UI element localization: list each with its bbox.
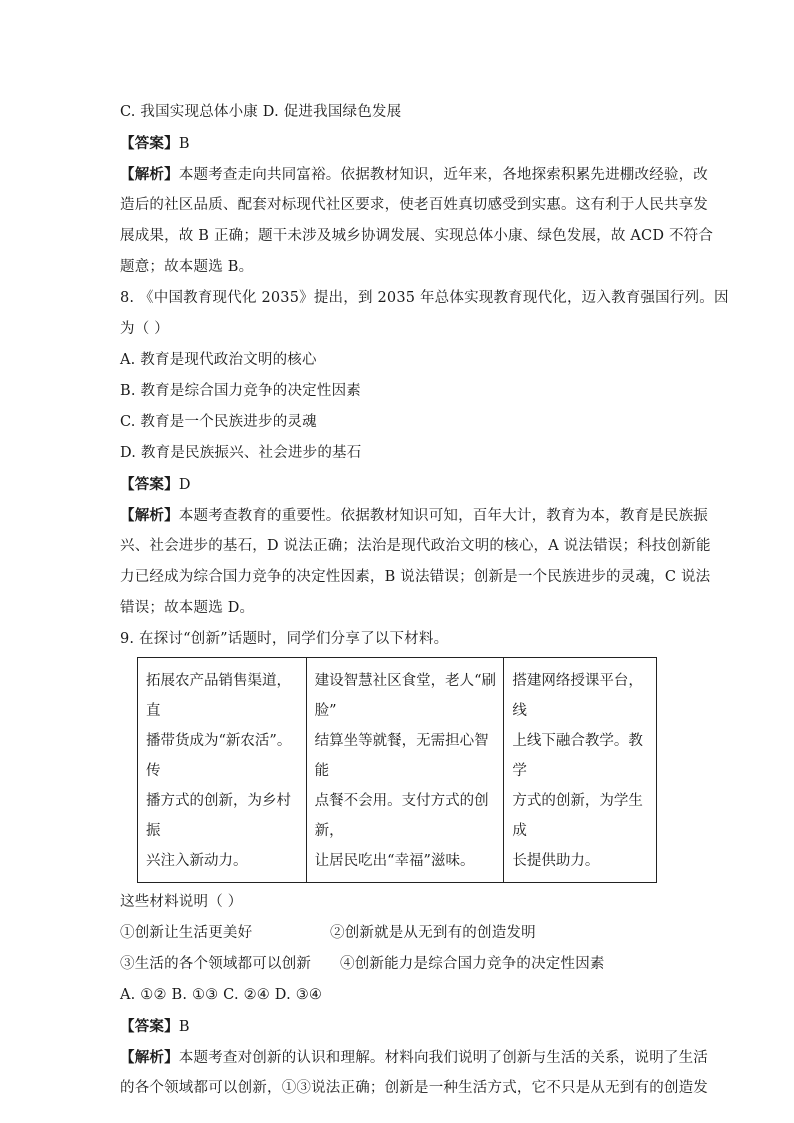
q9-stem: 9. 在探讨“创新”话题时，同学们分享了以下材料。 — [120, 631, 449, 647]
material-cell-rural: 拓展农产品销售渠道，直 播带货成为“新农活”。传 播方式的创新，为乡村振 兴注入新动力。 — [138, 658, 307, 883]
q7-answer — [120, 128, 680, 159]
answer-tag: 【答案】 — [120, 1018, 179, 1035]
q9-statements-row — [120, 949, 680, 980]
q8-analysis-line: 错误；故本题选 D。 — [120, 600, 255, 616]
q7-analysis-line: 题意；故本题选 B。 — [120, 259, 254, 275]
q8-analysis-line: 力已经成为综合国力竞争的决定性因素，B 说法错误；创新是一个民族进步的灵魂，C 说法 — [120, 569, 711, 585]
q7-analysis-line: 展成果，故 B 正确；题干未涉及城乡协调发展、实现总体小康、绿色发展，故 ACD 不符合 — [120, 228, 714, 244]
analysis-tag: 【解析】 — [120, 166, 179, 183]
q8-answer — [120, 469, 680, 500]
table-row — [138, 658, 657, 883]
q8-option-b: B. 教育是综合国力竞争的决定性因素 — [120, 383, 361, 399]
q9-analysis-line: 的各个领域都可以创新，①③说法正确；创新是一种生活方式，它不只是从无到有的创造发 — [120, 1080, 708, 1096]
q9-choices: A. ①② B. ①③ C. ②④ D. ③④ — [120, 987, 323, 1003]
answer-value: B — [178, 1019, 190, 1035]
statement-3: ③生活的各个领域都可以创新 — [120, 956, 312, 972]
material-cell-canteen: 建设智慧社区食堂，老人“刷脸” 结算坐等就餐，无需担心智能 点餐不会用。支付方式的创新， 让居民吃出“幸福”滋味。 — [306, 658, 504, 883]
q8-analysis-line: 【解析】本题考查教育的重要性。依据教材知识可知，百年大计，教育为本，教育是民族振 — [120, 507, 709, 524]
q8-option-d: D. 教育是民族振兴、社会进步的基石 — [120, 445, 362, 461]
q7-analysis-line: 造后的社区品质、配套对标现代社区要求，使老百姓真切感受到实惠。这有利于人民共享发 — [120, 197, 708, 213]
q9-question: 这些材料说明（ ） — [120, 894, 243, 910]
statement-1: ①创新让生活更美好 — [120, 925, 253, 941]
statement-4: ④创新能力是综合国力竞争的决定性因素 — [340, 956, 605, 972]
answer-tag: 【答案】 — [120, 135, 179, 152]
material-cell-teaching: 搭建网络授课平台，线 上线下融合教学。教学 方式的创新，为学生成 长提供助力。 — [504, 658, 657, 883]
q8-analysis-line: 兴、社会进步的基石，D 说法正确；法治是现代政治文明的核心，A 说法错误；科技创新能 — [120, 538, 711, 554]
answer-value: B — [178, 136, 190, 152]
analysis-tag: 【解析】 — [120, 507, 179, 524]
q9-answer — [120, 1011, 680, 1042]
answer-value: D — [178, 477, 191, 493]
q8-option-a: A. 教育是现代政治文明的核心 — [120, 352, 317, 368]
analysis-tag: 【解析】 — [120, 1049, 179, 1066]
q8-stem-line: 为（ ） — [120, 321, 169, 337]
q9-statements-row — [120, 918, 680, 949]
q7-options-cd: C. 我国实现总体小康 D. 促进我国绿色发展 — [120, 104, 402, 120]
q9-analysis-line: 【解析】本题考查对创新的认识和理解。材料向我们说明了创新与生活的关系，说明了生活 — [120, 1049, 709, 1066]
answer-tag: 【答案】 — [120, 476, 179, 493]
q7-analysis-line: 【解析】本题考查走向共同富裕。依据教材知识，近年来，各地探索积累先进棚改经验，改 — [120, 166, 709, 183]
q9-material-table — [137, 657, 657, 883]
statement-2: ②创新就是从无到有的创造发明 — [330, 925, 536, 941]
q8-option-c: C. 教育是一个民族进步的灵魂 — [120, 414, 317, 430]
document-page — [120, 97, 729, 1104]
q8-stem-line: 8. 《中国教育现代化 2035》提出，到 2035 年总体实现教育现代化，迈入教育强国行列。因 — [120, 290, 729, 306]
